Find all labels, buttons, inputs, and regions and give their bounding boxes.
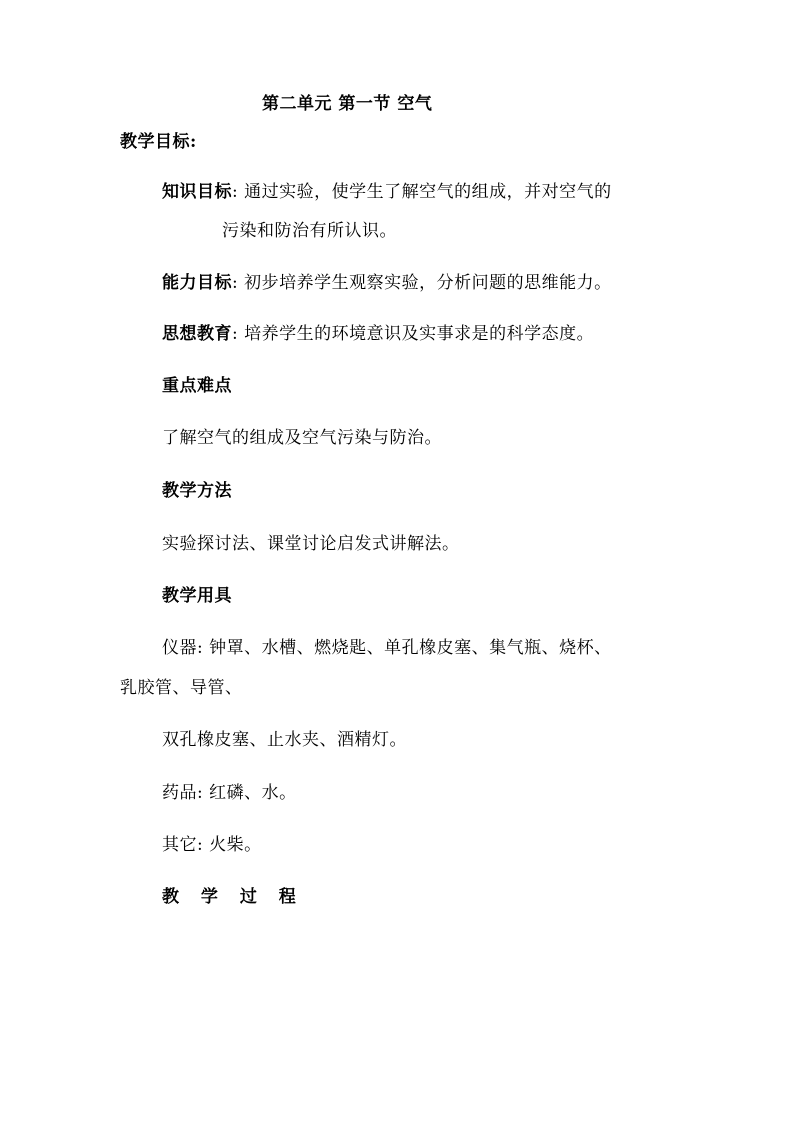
ability-objective — [162, 271, 612, 295]
drugs-text: 药品: 红磷、水。 — [162, 783, 297, 803]
ideology-text: : 培养学生的环境意识及实事求是的科学态度。 — [232, 324, 595, 344]
knowledge-label: 知识目标 — [162, 182, 232, 202]
page-title: 第二单元 第一节 空气 — [262, 94, 433, 114]
others-text: 其它: 火柴。 — [162, 835, 262, 855]
methods-text: 实验探讨法、课堂讨论启发式讲解法。 — [162, 534, 460, 554]
instruments-line2: 乳胶管、导管、 — [120, 678, 243, 698]
instruments-line1: 仪器: 钟罩、水槽、燃烧匙、单孔橡皮塞、集气瓶、烧杯、 — [162, 638, 612, 658]
methods-heading: 教学方法 — [162, 481, 232, 501]
key-points-heading: 重点难点 — [162, 376, 232, 396]
ability-text: : 初步培养学生观察实验，分析问题的思维能力。 — [232, 273, 612, 293]
objectives-heading: 教学目标: — [120, 132, 197, 152]
ideology-label: 思想教育 — [162, 324, 232, 344]
tools-heading: 教学用具 — [162, 586, 232, 606]
knowledge-text-line2: 污染和防治有所认识。 — [222, 221, 397, 241]
ideology-objective — [162, 322, 594, 346]
knowledge-text-line1: : 通过实验，使学生了解空气的组成，并对空气的 — [232, 182, 612, 202]
knowledge-objective — [162, 180, 612, 204]
key-points-text: 了解空气的组成及空气污染与防治。 — [162, 428, 442, 448]
ability-label: 能力目标 — [162, 273, 232, 293]
instruments-line3: 双孔橡皮塞、止水夹、酒精灯。 — [162, 730, 407, 750]
process-heading: 教 学 过 程 — [162, 887, 304, 907]
